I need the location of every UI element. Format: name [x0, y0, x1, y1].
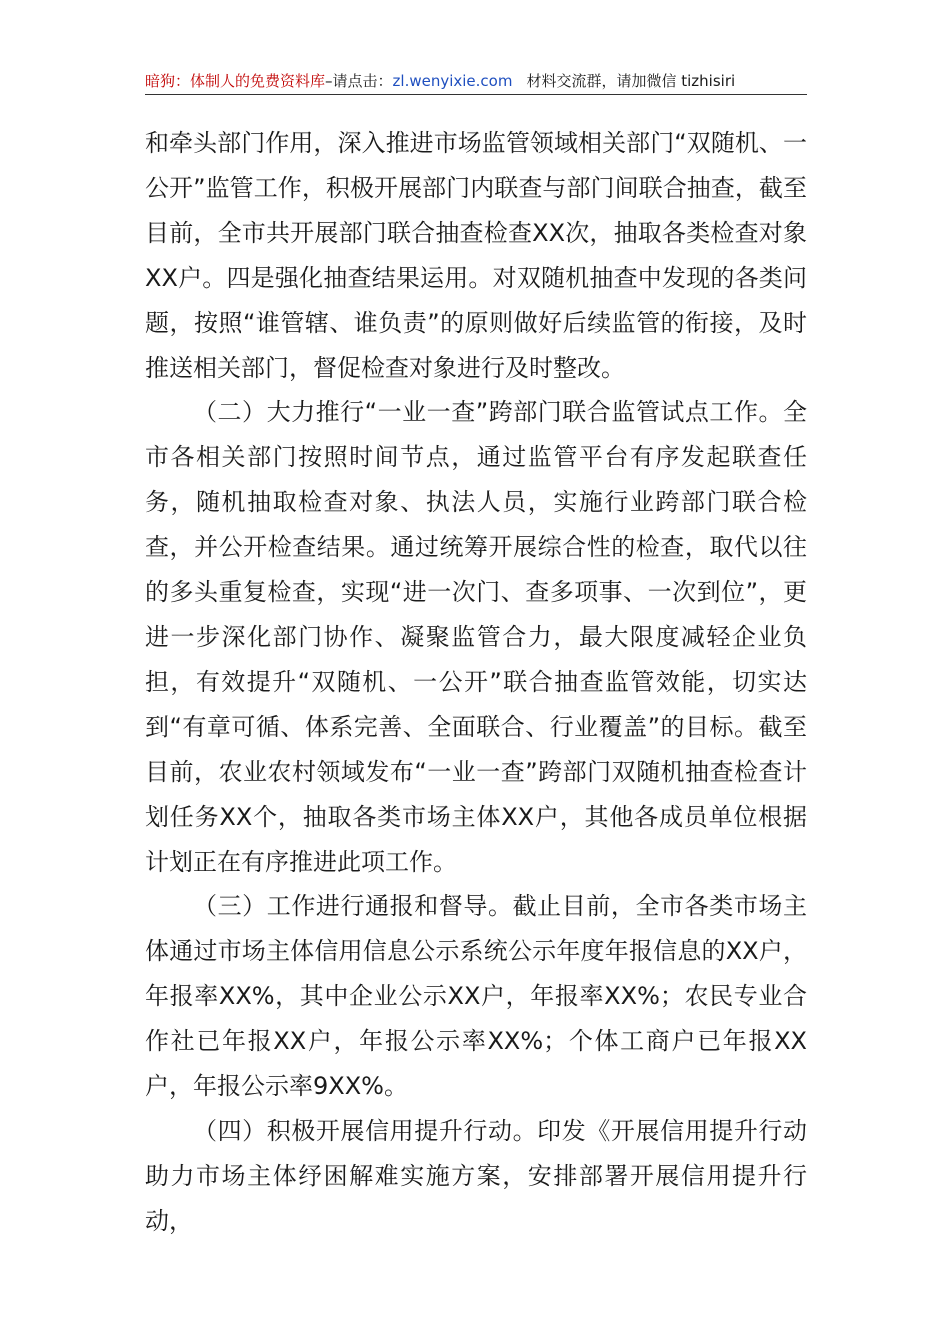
paragraph-4: （四）积极开展信用提升行动。印发《开展信用提升行动助力市场主体纾困解难实施方案，安排部署开展信用提升行动， [145, 1116, 807, 1235]
page-header [145, 70, 807, 95]
header-brand: 暗狗：体制人的免费资料库 [145, 72, 326, 90]
paragraph-3: （三）工作进行通报和督导。截止目前，全市各类市场主体通过市场主体信用信息公示系统公示年度年报信息的XX户，年报率XX%，其中企业公示XX户，年报率XX%；农民专业合作社已年报XX户，年报公示率XX%；个体工商户已年报XX户，年报公示率9XX%。 [145, 892, 807, 1101]
document-body [145, 121, 807, 1244]
paragraph-1: 和牵头部门作用，深入推进市场监管领域相关部门“双随机、一公开”监管工作，积极开展部门内联查与部门间联合抽查，截至目前，全市共开展部门联合抽查检查XX次，抽取各类检查对象XX户。四是强化抽查结果运用。对双随机抽查中发现的各类问题，按照“谁管辖、谁负责”的原则做好后续监管的衔接，及时推送相关部门，督促检查对象进行及时整改。 [145, 129, 807, 382]
header-group-contact: 材料交流群，请加微信 tizhisiri [526, 72, 736, 90]
header-link[interactable]: zl.wenyixie.com [392, 72, 513, 90]
header-link-prefix: –请点击： [325, 72, 393, 90]
paragraph-2: （二）大力推行“一业一查”跨部门联合监管试点工作。全市各相关部门按照时间节点，通过监管平台有序发起联查任务，随机抽取检查对象、执法人员，实施行业跨部门联合检查，并公开检查结果。通过统筹开展综合性的检查，取代以往的多头重复检查，实现“进一次门、查多项事、一次到位”，更进一步深化部门协作、凝聚监管合力，最大限度减轻企业负担，有效提升“双随机、一公开”联合抽查监管效能，切实达到“有章可循、体系完善、全面联合、行业覆盖”的目标。截至目前，农业农村领域发布“一业一查”跨部门双随机抽查检查计划任务XX个，抽取各类市场主体XX户，其他各成员单位根据计划正在有序推进此项工作。 [145, 398, 807, 876]
